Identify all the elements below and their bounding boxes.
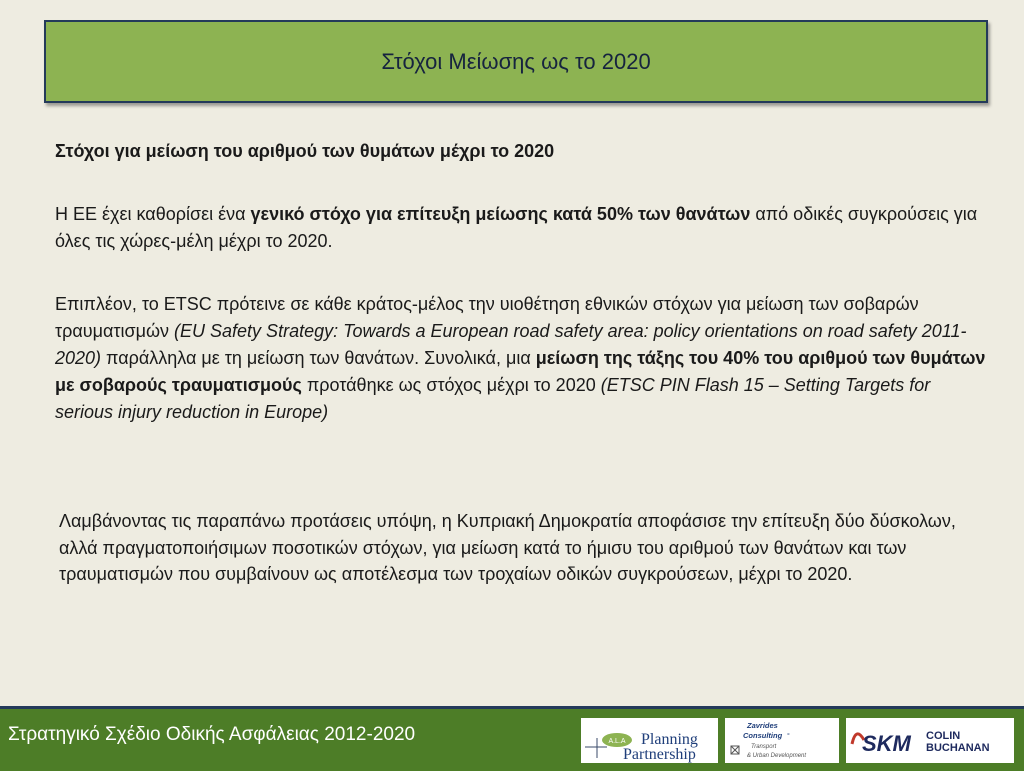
paragraph-cyprus-decision: Λαμβάνοντας τις παραπάνω προτάσεις υπόψη, η Κυπριακή Δημοκρατία αποφάσισε την επίτευξη δύο δύσκολων, αλλά πραγματοποιήσιμων ποσοτικών στόχων, για μείωση κατά το ήμισυ του αριθμού των θανάτων και των τραυματισμών που συμβαίνουν ως αποτέλεσμα των τροχαίων οδικών συγκρούσεων, μέχρι το 2020. xyxy=(59,511,956,584)
svg-text:BUCHANAN: BUCHANAN xyxy=(926,742,990,754)
svg-text:°: ° xyxy=(787,733,790,740)
p1-text-1: Η ΕΕ έχει καθορίσει ένα xyxy=(55,204,251,224)
p1-text-2: από οδικές συγκρούσεις για όλες τις χώρες-μέλη μέχρι το 2020. xyxy=(55,204,978,251)
svg-text:COLIN: COLIN xyxy=(926,730,961,742)
p2-italic-1: (EU Safety Strategy: Towards a European road safety area: policy orientations on road safety 2011-2020) xyxy=(55,321,967,368)
p2-text-2: παράλληλα με τη μείωση των θανάτων. Συνολικά, μια xyxy=(101,348,536,368)
svg-text:& Urban Development: & Urban Development xyxy=(747,753,807,759)
svg-text:Planning: Planning xyxy=(641,731,698,748)
svg-text:Consulting: Consulting xyxy=(743,731,783,740)
svg-text:SKM: SKM xyxy=(862,731,911,756)
svg-text:A.L.A: A.L.A xyxy=(608,738,626,745)
svg-text:Transport: Transport xyxy=(751,744,777,750)
ala-planning-partnership-logo xyxy=(581,718,718,763)
zavrides-consulting-logo xyxy=(725,718,839,763)
svg-text:Zavrides: Zavrides xyxy=(747,721,778,730)
footer-title: Στρατηγικό Σχέδιο Οδικής Ασφάλειας 2012-2020 xyxy=(8,724,416,745)
slide-title: Στόχοι Μείωσης ως το 2020 xyxy=(381,48,651,74)
svg-text:Partnership: Partnership xyxy=(623,746,696,763)
skm-colin-buchanan-logo xyxy=(846,718,1014,763)
p2-text-3: προτάθηκε ως στόχος μέχρι το 2020 xyxy=(301,375,601,395)
p2-text-1: Επιπλέον, το ETSC πρότεινε σε κάθε κράτος-μέλος την υιοθέτηση εθνικών στόχων για μείωση των σοβαρών τραυματισμών xyxy=(55,294,919,341)
p2-bold-1: μείωση της τάξης του 40% του αριθμού των θυμάτων με σοβαρούς τραυματισμούς xyxy=(55,348,986,395)
paragraph-eu-target xyxy=(55,201,990,255)
p2-italic-2: (ETSC PIN Flash 15 – Setting Targets for serious injury reduction in Europe) xyxy=(55,375,931,422)
section-heading: Στόχοι για μείωση του αριθμού των θυμάτων μέχρι το 2020 xyxy=(55,141,555,161)
title-banner xyxy=(44,20,988,103)
footer-bar xyxy=(0,706,1024,771)
paragraph-etsc-proposal xyxy=(55,291,990,426)
p1-bold-1: γενικό στόχο για επίτευξη μείωσης κατά 50% των θανάτων xyxy=(250,204,751,224)
